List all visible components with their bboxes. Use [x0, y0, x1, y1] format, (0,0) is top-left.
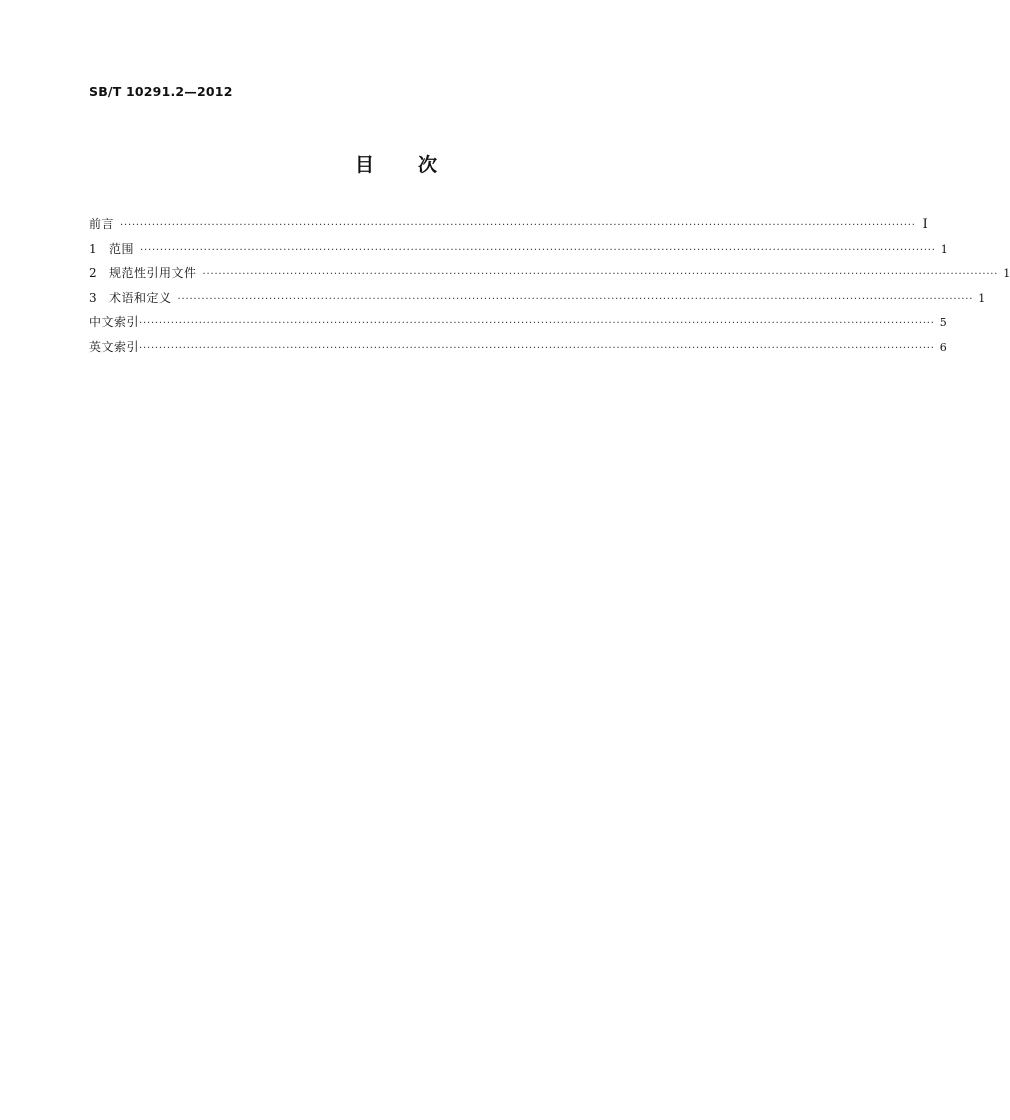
toc-entry-page: Ⅰ [922, 217, 928, 232]
toc-entry-page: 1 [940, 242, 948, 256]
toc-entry-page: 1 [978, 291, 986, 305]
toc-leader-dots: ········································································································································································································ [120, 220, 916, 231]
toc-entry-page: 6 [939, 340, 947, 354]
toc-entry-english-index[interactable] [89, 338, 947, 363]
toc-leader-dots: ········································································································································································································ [177, 293, 974, 305]
toc-entry-terms-definitions[interactable] [89, 289, 986, 314]
toc-entry-number: 2 [89, 266, 98, 280]
toc-entry-label: 中文索引 [89, 315, 140, 329]
standard-code: SB/T 10291.2—2012 [89, 84, 233, 99]
toc-entry-label-wrap [89, 240, 140, 257]
toc-entry-label: 范围 [109, 241, 135, 256]
toc-entry-label: 规范性引用文件 [109, 266, 197, 280]
toc-entry-chinese-index[interactable] [89, 313, 947, 338]
toc-leader-dots: ········································································································································································································ [139, 342, 935, 354]
toc-entry-label-wrap [89, 289, 178, 306]
toc-entry-page: 5 [939, 316, 947, 329]
toc-entry-label: 英文索引 [89, 339, 140, 354]
toc-entry-scope[interactable] [89, 240, 948, 265]
toc-entry-number: 3 [89, 290, 98, 305]
toc-leader-dots: ········································································································································································································ [139, 318, 935, 329]
toc-entry-label: 术语和定义 [109, 290, 172, 305]
table-of-contents [89, 215, 1010, 362]
toc-entry-number: 1 [89, 241, 98, 256]
toc-leader-dots: ········································································································································································································ [140, 244, 936, 256]
toc-entry-normative-references[interactable] [89, 264, 1010, 289]
page-title: 目次 [354, 154, 481, 176]
toc-entry-label: 前言 [89, 217, 115, 231]
toc-entry-label-wrap [89, 264, 203, 281]
toc-leader-dots: ········································································································································································································ [202, 269, 999, 280]
toc-entry-page: 1 [1003, 267, 1010, 280]
toc-entry-foreword[interactable] [89, 215, 928, 240]
